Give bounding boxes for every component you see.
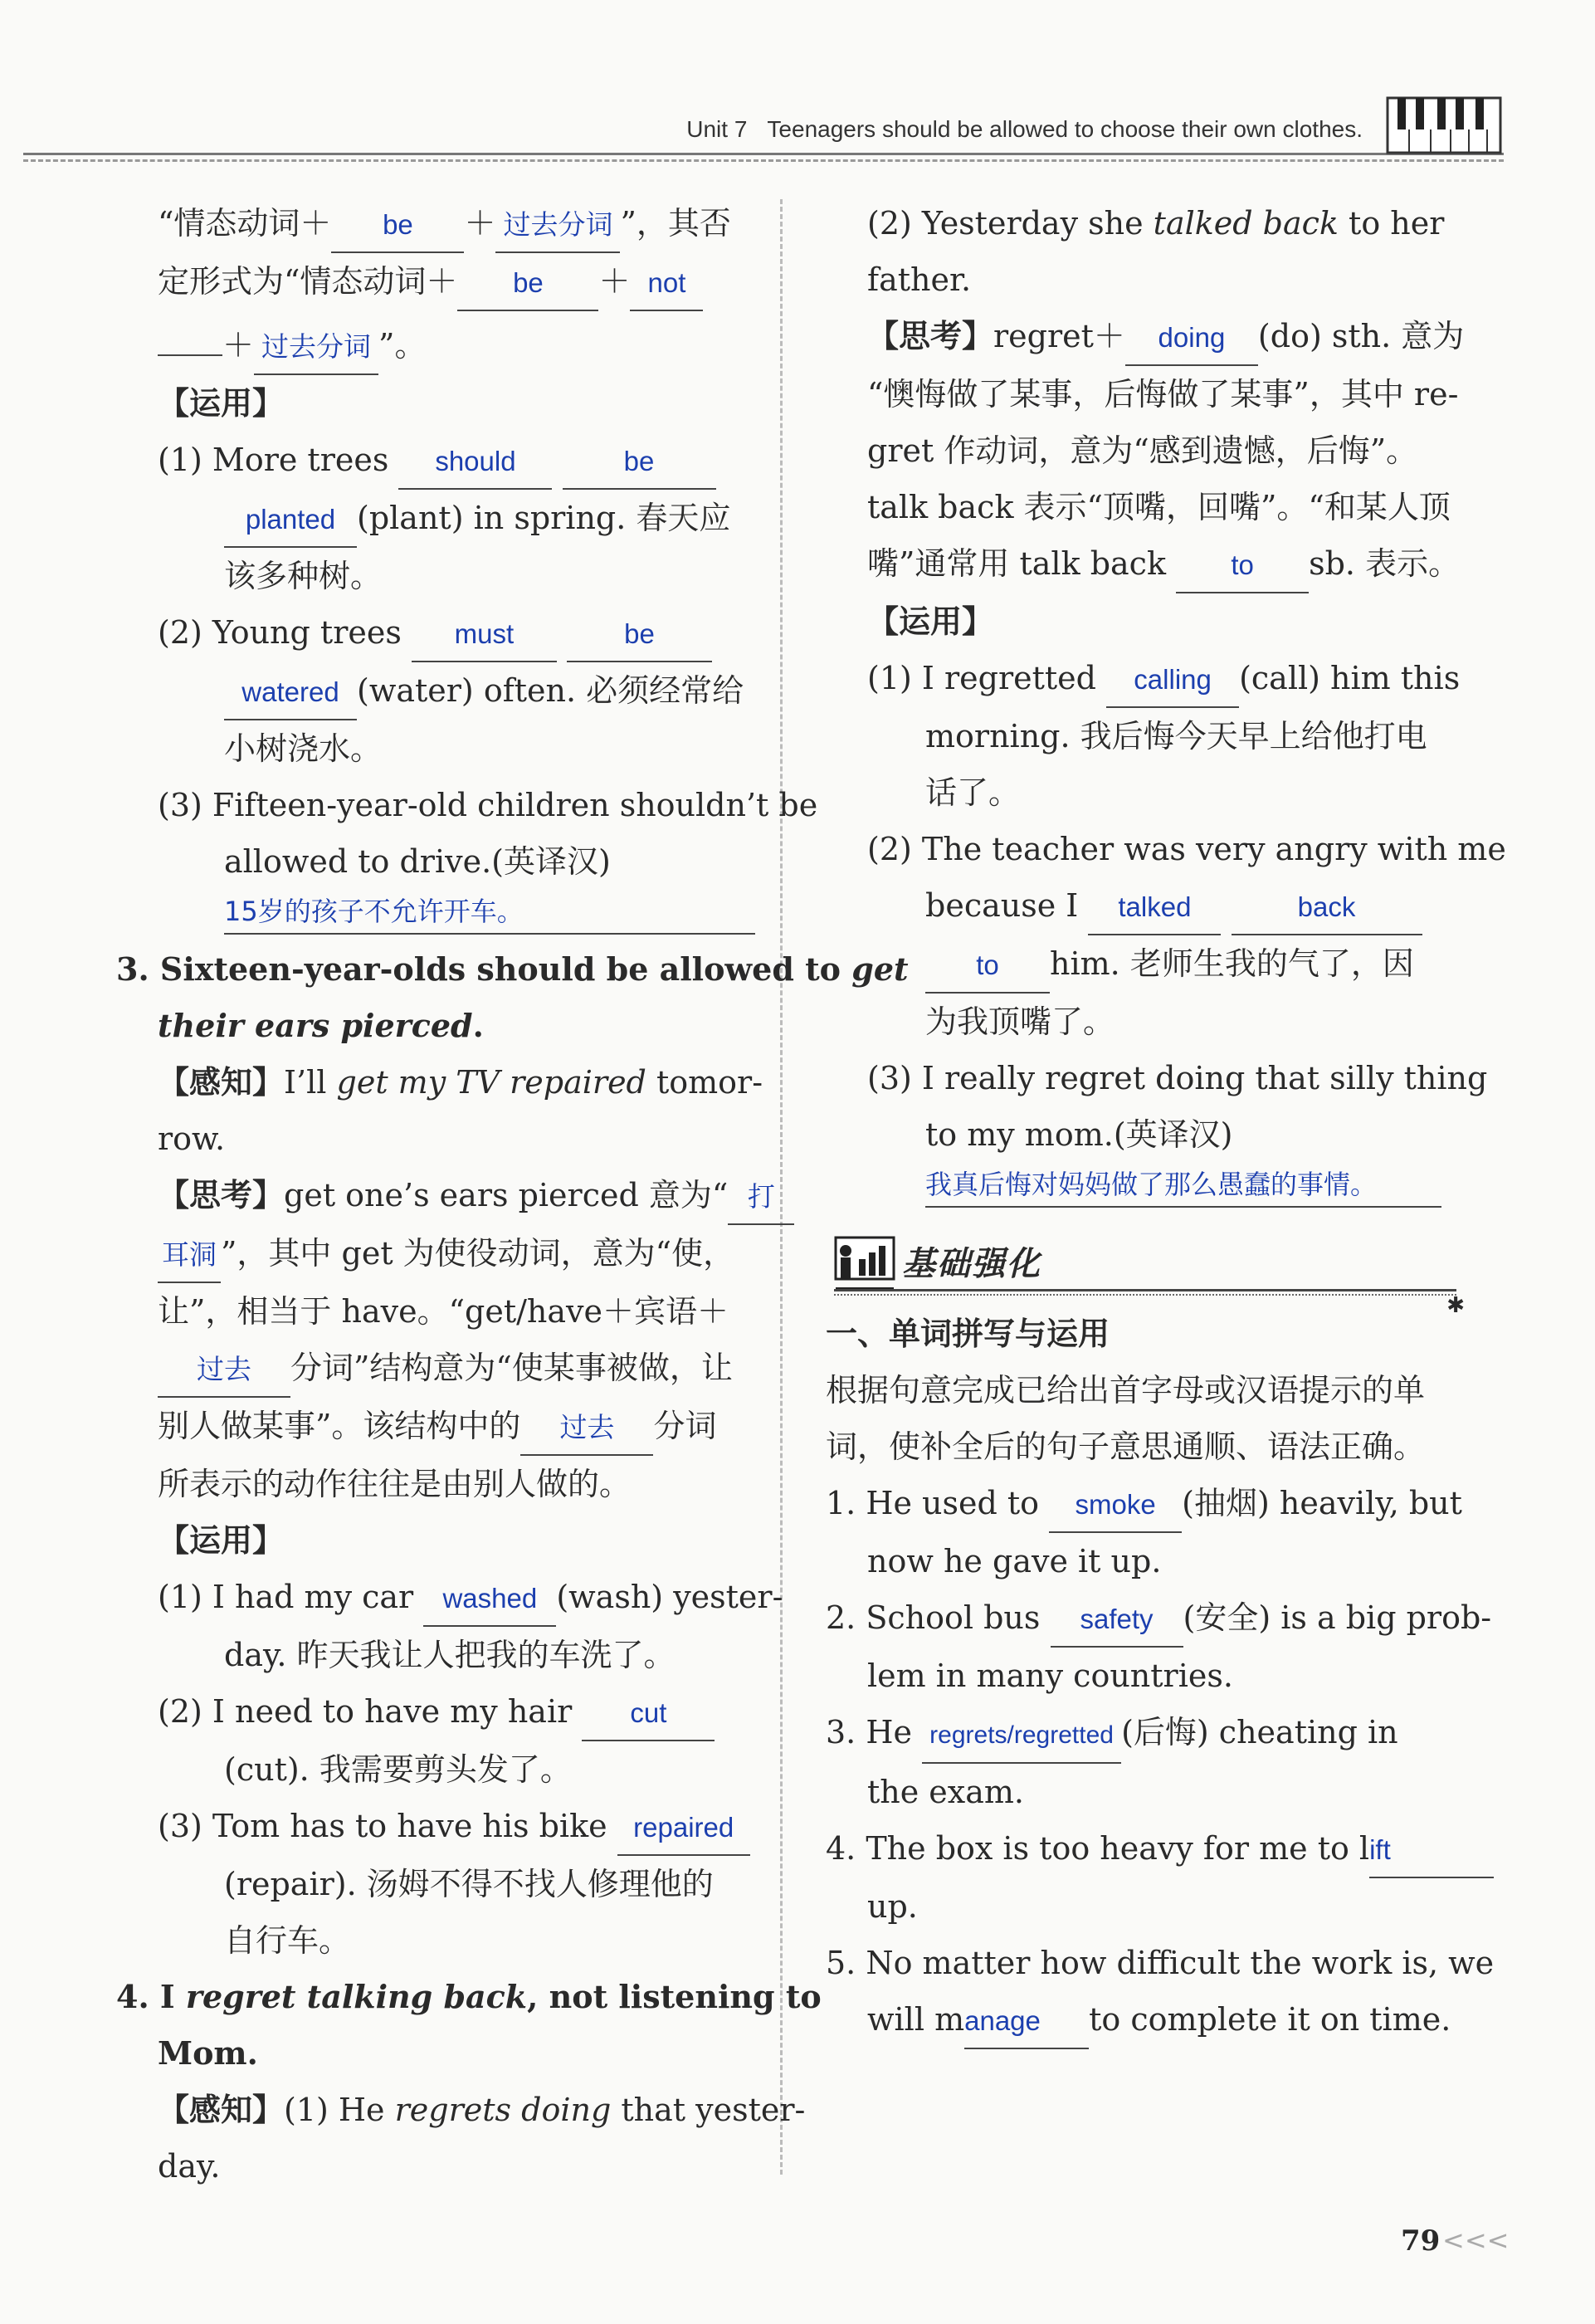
text: , not listening to — [527, 1978, 822, 2015]
exercise-line — [826, 1589, 1492, 1648]
exercise-line: the exam. — [867, 1774, 1024, 1810]
exercise-line: 为我顶嘴了。 — [925, 1003, 1115, 1040]
answer-blank: watered — [224, 676, 357, 720]
exercise-line — [867, 877, 1456, 935]
text: their ears pierced — [158, 1007, 473, 1044]
banner-rule — [834, 1289, 1456, 1291]
answer-blank: safety — [1051, 1603, 1183, 1648]
answer-blank: 过去分词 — [254, 330, 378, 375]
answer-blank: smoke — [1049, 1488, 1182, 1533]
exercise-line — [158, 1683, 755, 1741]
text-line: talk back 表示“顶嘴，回嘴”。“和某人顶 — [867, 489, 1451, 525]
text: to complete it on time. — [1089, 2001, 1451, 2038]
subsection-heading: 一、单词拼写与运用 — [826, 1316, 1110, 1352]
page-arrows-icon: <<< — [1442, 2224, 1510, 2256]
text: 别人做某事”。该结构中的 — [158, 1408, 521, 1444]
text: tomor- — [646, 1064, 763, 1101]
answer-blank: to — [1176, 549, 1309, 593]
exercise-line: 小树浇水。 — [224, 730, 383, 767]
text-line: day. — [158, 2148, 221, 2185]
right-column — [826, 195, 1506, 2049]
text: because I — [925, 887, 1079, 924]
text-line: 所表示的动作往往是由别人做的。 — [158, 1466, 632, 1502]
text: 2. School bus — [826, 1599, 1041, 1636]
answer-blank: talked — [1088, 891, 1221, 935]
answer-blank: should — [398, 445, 552, 490]
key-sentence-4 — [116, 1969, 822, 2025]
text: (1) He — [284, 2092, 395, 2128]
text: sb. 表示。 — [1309, 545, 1461, 582]
label: 【感知】 — [158, 1064, 285, 1101]
text-line — [158, 195, 755, 253]
answer-blank: be — [567, 618, 712, 662]
answer-blank: 过去 — [158, 1353, 290, 1398]
answer-blank — [158, 311, 222, 356]
text-line: father. — [867, 261, 972, 298]
perception-line — [867, 195, 1456, 251]
text-line: 让”，相当于 have。“get/have＋宾语＋ — [158, 1293, 729, 1330]
text: 嘴”通常用 talk back — [867, 545, 1166, 582]
text: (call) him this — [1239, 660, 1461, 696]
exercise-line — [867, 935, 1456, 994]
text: ＋ — [222, 327, 255, 364]
text: 定形式为“情态动词＋ — [158, 263, 458, 300]
text: . — [472, 1007, 484, 1044]
text: ＋ — [464, 205, 496, 242]
exercise-line: 话了。 — [925, 774, 1021, 811]
text: ＋ — [598, 263, 631, 300]
text: (do) sth. 意为 — [1257, 318, 1465, 354]
answer-blank: calling — [1106, 663, 1239, 708]
text-line — [158, 253, 755, 311]
text: Sixteen-year-olds should be allowed to — [159, 950, 852, 988]
answer-line — [158, 881, 755, 938]
exercise-line: lem in many countries. — [867, 1658, 1233, 1694]
exercise-line: now he gave it up. — [867, 1543, 1162, 1579]
label: 【思考】 — [158, 1177, 285, 1213]
exercise-line: (3) Fifteen-year-old children shouldn’t be — [158, 787, 818, 823]
answer-blank: to — [925, 949, 1050, 994]
key-sentence-4-cont: Mom. — [158, 2034, 258, 2072]
text: (water) often. 必须经常给 — [357, 672, 744, 709]
exercise-line — [826, 1820, 1456, 1878]
answer-line — [867, 1155, 1456, 1211]
key-sentence-3 — [116, 941, 909, 998]
thinking-line — [867, 308, 1465, 366]
text-line: “懊悔做了某事，后悔做了某事”，其中 re- — [867, 376, 1459, 413]
text: (2) I need to have my hair — [158, 1693, 573, 1730]
exercise-line: 自行车。 — [224, 1922, 351, 1959]
text: “情态动词＋ — [158, 205, 332, 242]
piano-keys-icon — [1386, 93, 1502, 158]
text-line — [158, 311, 755, 375]
text: get my TV repaired — [336, 1064, 646, 1101]
answer-blank: back — [1232, 891, 1422, 935]
section-label: 【运用】 — [867, 603, 994, 640]
exercise-line: (3) I really regret doing that silly thing — [867, 1060, 1488, 1096]
instruction-line: 词，使补全后的句子意思通顺、语法正确。 — [826, 1428, 1426, 1465]
section-label: 【运用】 — [158, 1522, 285, 1559]
chart-board-icon — [834, 1234, 895, 1292]
exercise-line: (repair). 汤姆不得不找人修理他的 — [224, 1866, 714, 1902]
answer-blank: repaired — [617, 1811, 750, 1856]
exercise-line — [867, 1991, 1456, 2049]
text: (1) I regretted — [867, 660, 1096, 696]
translation-answer: 15岁的孩子不允许开车。 — [224, 890, 755, 935]
text: (抽烟) heavily, but — [1182, 1485, 1462, 1521]
page-number: 79 — [1401, 2224, 1441, 2258]
text: get — [851, 950, 909, 988]
text: regrets doing — [394, 2092, 612, 2128]
text: (1) More trees — [158, 442, 389, 478]
answer-blank: regrets/regretted — [922, 1719, 1121, 1764]
exercise-line: 该多种树。 — [224, 558, 383, 594]
answer-blank: 耳洞 — [158, 1238, 221, 1283]
answer-blank: must — [412, 618, 557, 662]
perception-line — [158, 2082, 806, 2138]
section-banner — [867, 1228, 1465, 1318]
answer-blank: doing — [1125, 321, 1258, 366]
text: regret talking back — [185, 1978, 528, 2015]
text: (plant) in spring. 春天应 — [357, 500, 731, 536]
answer-blank: be — [563, 445, 716, 490]
thinking-line — [158, 1167, 775, 1225]
answer-blank: washed — [423, 1582, 556, 1627]
answer-blank: planted — [224, 503, 357, 548]
unit-label: Unit 7 — [686, 116, 748, 142]
label: 【感知】 — [158, 2092, 285, 2128]
text-line — [158, 1225, 755, 1283]
exercise-line — [826, 1704, 1456, 1764]
text: that yester- — [611, 2092, 806, 2128]
unit-title: Teenagers should be allowed to choose their own clothes. — [767, 116, 1363, 142]
exercise-line — [867, 650, 1461, 708]
text: talked back — [1153, 205, 1339, 242]
text: I’ll — [284, 1064, 337, 1101]
text: to her — [1338, 205, 1445, 242]
text: him. 老师生我的气了，因 — [1050, 945, 1414, 982]
exercise-line — [158, 1798, 755, 1856]
exercise-line: day. 昨天我让人把我的车洗了。 — [224, 1637, 676, 1673]
perception-line — [158, 1054, 763, 1111]
text: ”。 — [378, 327, 427, 364]
exercise-line — [826, 1475, 1462, 1533]
exercise-line: 5. No matter how difficult the work is, we — [826, 1945, 1495, 1981]
text-line: row. — [158, 1120, 226, 1157]
exercise-line: allowed to drive.(英译汉) — [224, 843, 611, 880]
answer-blank: be — [457, 266, 598, 311]
exercise-line — [158, 662, 755, 720]
answer-blank: anage — [964, 2004, 1089, 2049]
key-sentence-3-cont — [158, 998, 755, 1054]
exercise-line — [158, 1569, 783, 1627]
text: get one’s ears pierced 意为“ — [284, 1177, 729, 1213]
answer-blank: ift — [1369, 1833, 1494, 1878]
text: 分词 — [653, 1408, 717, 1444]
answer-blank: cut — [582, 1697, 715, 1741]
banner-dots — [834, 1294, 1456, 1296]
section-title: 基础强化 — [902, 1245, 1041, 1283]
answer-blank: 过去 — [520, 1411, 653, 1456]
exercise-line: up. — [867, 1888, 918, 1925]
text-line — [867, 535, 1461, 593]
header-dashed-rule — [23, 159, 1504, 162]
text-line: gret 作动词，意为“感到遗憾，后悔”。 — [867, 432, 1418, 469]
translation-answer: 我真后悔对妈妈做了那么愚蠢的事情。 — [925, 1163, 1441, 1208]
exercise-line: (2) The teacher was very angry with me — [867, 831, 1506, 867]
text: 3. He — [826, 1714, 912, 1750]
answer-blank: be — [331, 208, 464, 253]
header-title — [686, 116, 1363, 143]
exercise-line — [158, 604, 755, 662]
text: ”，其中 get 为使役动词，意为“使， — [221, 1235, 735, 1272]
text: (后悔) cheating in — [1121, 1714, 1398, 1750]
text: (2) Yesterday she — [867, 205, 1154, 242]
exercise-line: (cut). 我需要剪头发了。 — [224, 1751, 572, 1788]
text: 1. He used to — [826, 1485, 1040, 1521]
exercise-line: morning. 我后悔今天早上给他打电 — [925, 718, 1427, 754]
exercise-line: to my mom.(英译汉) — [925, 1116, 1233, 1153]
text: I — [159, 1978, 186, 2015]
section-label: 【运用】 — [158, 385, 285, 422]
answer-blank: 打 — [728, 1180, 794, 1225]
instruction-line: 根据句意完成已给出首字母或汉语提示的单 — [826, 1372, 1426, 1409]
text: (安全) is a big prob- — [1183, 1599, 1492, 1636]
text: 4. The box is too heavy for me to l — [826, 1830, 1370, 1867]
exercise-line — [158, 432, 755, 490]
text: ”，其否 — [620, 205, 731, 242]
answer-blank: not — [630, 266, 703, 311]
text-line — [158, 1340, 755, 1398]
text: (wash) yester- — [556, 1579, 783, 1615]
star-icon: ✱ — [1446, 1293, 1465, 1318]
text: 分词”结构意为“使某事被做，让 — [290, 1350, 733, 1386]
label: 【思考】 — [867, 318, 994, 354]
item-number: 3. — [116, 950, 149, 988]
text: (1) I had my car — [158, 1579, 414, 1615]
text: will m — [867, 2001, 965, 2038]
text: (3) Tom has to have his bike — [158, 1808, 607, 1844]
text-line — [158, 1398, 755, 1456]
answer-blank: 过去分词 — [495, 208, 620, 253]
text: (2) Young trees — [158, 614, 402, 651]
exercise-line — [158, 490, 755, 548]
item-number: 4. — [116, 1978, 149, 2015]
text: regret＋ — [993, 318, 1125, 354]
